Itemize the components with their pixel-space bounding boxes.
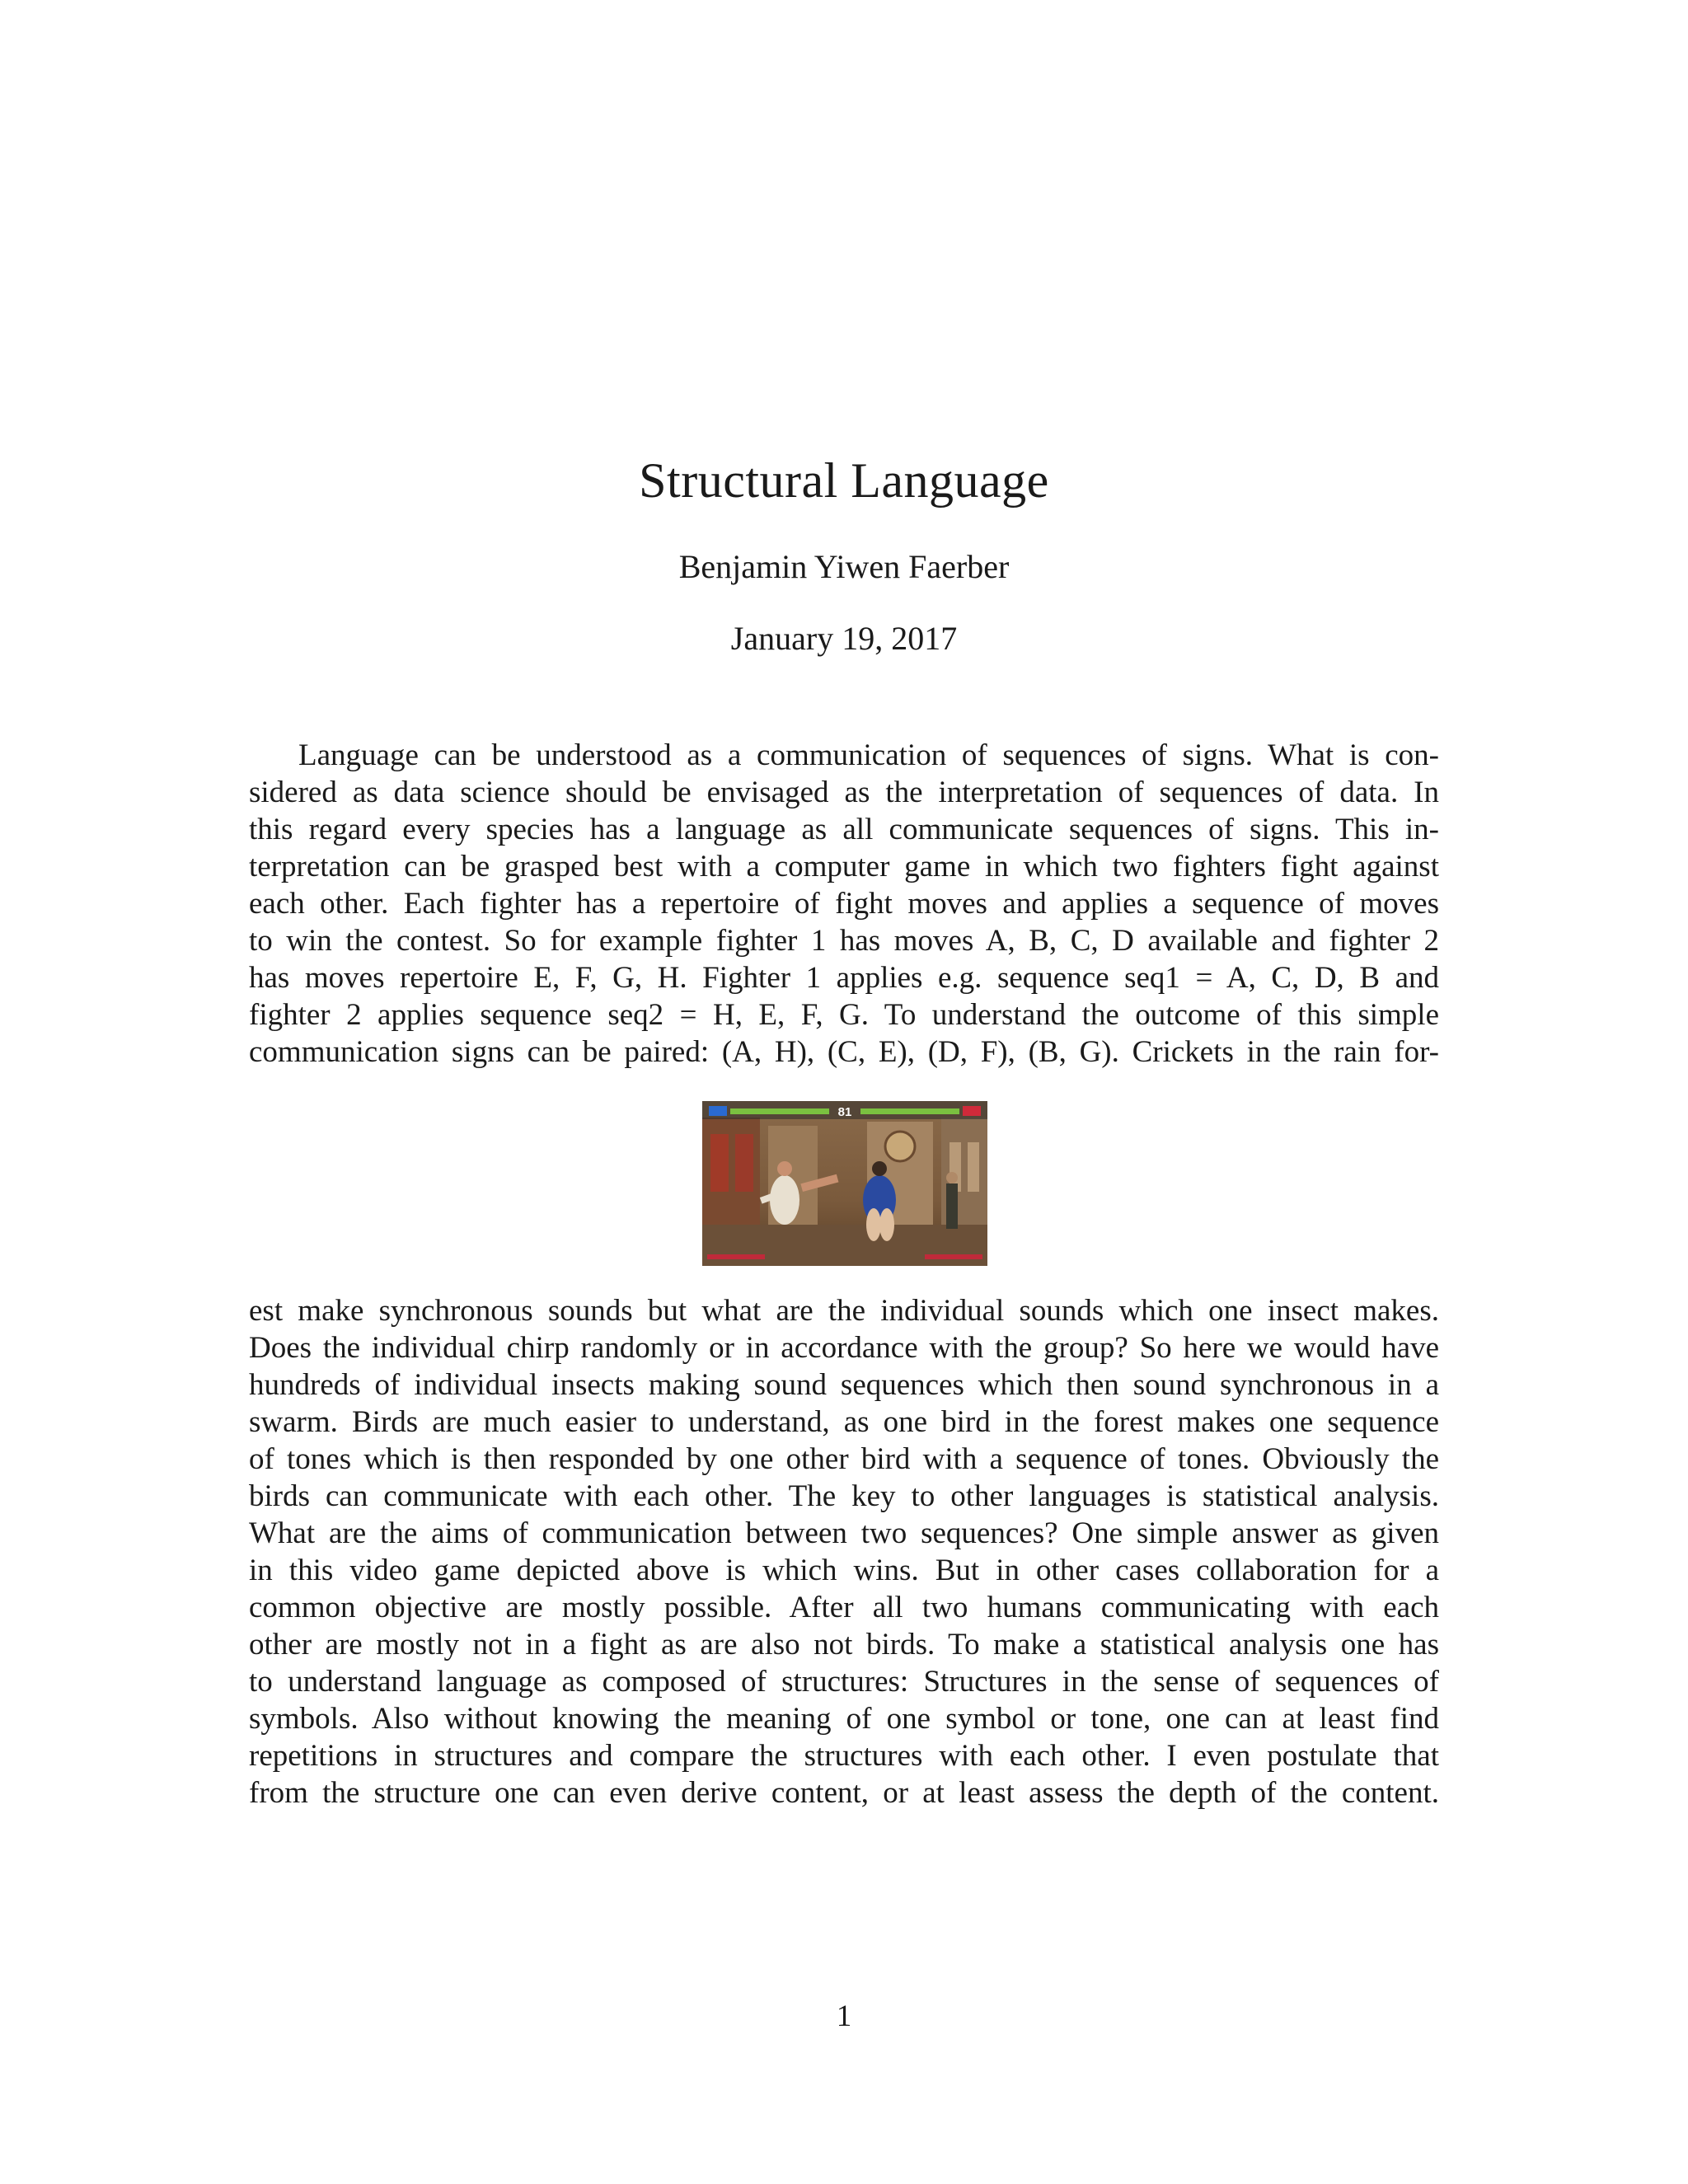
- text-line: each other. Each fighter has a repertoire of fight moves and applies a sequence of moves: [249, 887, 1439, 921]
- text-line: Language can be understood as a communication of sequences of signs. What is con-: [298, 738, 1439, 772]
- text-line: this regard every species has a language as all communicate sequences of signs. This in-: [249, 813, 1439, 846]
- text-line: What are the aims of communication between two sequences? One simple answer as given: [249, 1516, 1439, 1550]
- text-line: of tones which is then responded by one other bird with a sequence of tones. Obviously the: [249, 1442, 1439, 1476]
- text-line: hundreds of individual insects making sound sequences which then sound synchronous in a: [249, 1368, 1439, 1402]
- paragraph-2: [249, 1292, 1439, 1811]
- text-line: in this video game depicted above is which wins. But in other cases collaboration for a: [249, 1554, 1439, 1587]
- paper-date: January 19, 2017: [730, 620, 958, 657]
- text-line: other are mostly not in a fight as are also not birds. To make a statistical analysis one has: [249, 1628, 1439, 1661]
- video-game-screenshot-figure: [702, 1101, 987, 1266]
- text-line: terpretation can be grasped best with a computer game in which two fighters fight against: [249, 850, 1439, 883]
- text-line: repetitions in structures and compare the structures with each other. I even postulate that: [249, 1739, 1439, 1773]
- text-line: to win the contest. So for example fighter 1 has moves A, B, C, D available and fighter 2: [249, 924, 1439, 958]
- text-line: Does the individual chirp randomly or in accordance with the group? So here we would have: [249, 1331, 1439, 1365]
- text-line: common objective are mostly possible. After all two humans communicating with each: [249, 1591, 1439, 1624]
- text-line: communication signs can be paired: (A, H), (C, E), (D, F), (B, G). Crickets in the rain for-: [249, 1035, 1439, 1069]
- text-line: to understand language as composed of structures: Structures in the sense of sequences of: [249, 1665, 1439, 1699]
- paragraph-1: [249, 737, 1439, 1071]
- page-number: 1: [836, 1999, 852, 2033]
- text-line: symbols. Also without knowing the meaning of one symbol or tone, one can at least find: [249, 1702, 1439, 1736]
- hud-timer: 81: [837, 1105, 852, 1119]
- paper-title: Structural Language: [639, 453, 1049, 508]
- text-line: has moves repertoire E, F, G, H. Fighter 1 applies e.g. sequence seq1 = A, C, D, B and: [249, 961, 1439, 995]
- text-line: birds can communicate with each other. The key to other languages is statistical analysis.: [249, 1479, 1439, 1513]
- text-line: sidered as data science should be envisaged as the interpretation of sequences of data. In: [249, 776, 1439, 809]
- paper-author: Benjamin Yiwen Faerber: [678, 548, 1010, 585]
- text-line: swarm. Birds are much easier to understand, as one bird in the forest makes one sequence: [249, 1405, 1439, 1439]
- text-line: est make synchronous sounds but what are the individual sounds which one insect makes.: [249, 1294, 1439, 1328]
- fighting-game-image: [702, 1101, 987, 1266]
- text-line: fighter 2 applies sequence seq2 = H, E, F, G. To understand the outcome of this simple: [249, 998, 1439, 1032]
- text-line: from the structure one can even derive content, or at least assess the depth of the content.: [249, 1776, 1439, 1810]
